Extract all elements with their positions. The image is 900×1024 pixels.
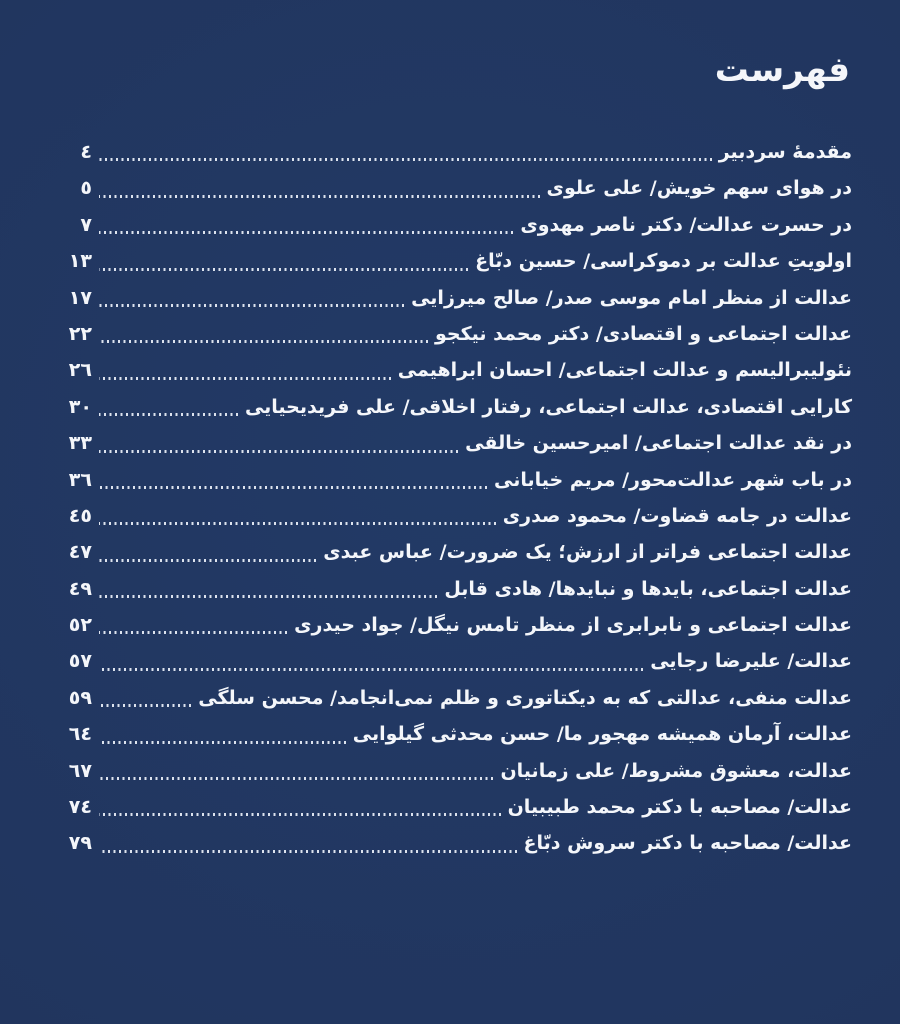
toc-entry-page: ٦٤ [68,723,92,746]
toc-entry-title: عدالت، معشوق مشروط/ علی زمانیان [500,759,852,782]
toc-row [62,316,852,352]
toc-row [62,571,852,607]
toc-row [62,425,852,461]
toc-entry-title: عدالت اجتماعی، بایدها و نبایدها/ هادی قابل [444,577,852,600]
dotted-leader [99,631,287,634]
dotted-leader [99,595,437,598]
toc-entry-page: ٤٩ [68,577,92,600]
toc-entry-title: عدالت از منظر امام موسی صدر/ صالح میرزایی [411,286,852,309]
dotted-leader [99,522,496,525]
toc-entry-title: عدالت منفی، عدالتی که به دیکتاتوری و ظلم نمی‌انجامد/ محسن سلگی [198,686,852,709]
toc-entry-title: عدالت اجتماعی و اقتصادی/ دکتر محمد نیکجو [434,322,852,345]
toc-entry-page: ٤ [80,141,92,163]
dotted-leader [99,777,493,780]
dotted-leader [99,268,468,271]
toc-entry-page: ٣٠ [68,395,92,418]
toc-entry-title: عدالت/ مصاحبه با دکتر محمد طبیبیان [507,796,852,819]
toc-entry-page: ٢٢ [68,322,92,345]
toc-entry-title: عدالت در جامه قضاوت/ محمود صدری [502,504,852,527]
toc-entry-page: ٣٣ [68,432,92,455]
toc-entry-title: نئولیبرالیسم و عدالت اجتماعی/ احسان ابراهیمی [397,359,852,382]
toc-entry-page: ٢٦ [68,359,92,382]
toc-entry-page: ٥ [80,177,92,200]
toc-entry-page: ٤٧ [68,541,92,564]
toc-entry-title: عدالت/ علیرضا رجایی [650,650,852,673]
dotted-leader [99,704,191,707]
toc-entry-page: ١٣ [68,250,92,273]
toc-entry-title: عدالت اجتماعی و نابرابری از منظر تامس نیگل/ جواد حیدری [294,614,852,637]
dotted-leader [99,340,428,343]
dotted-leader [99,741,346,744]
toc-entry-page: ١٧ [68,286,92,309]
toc-entry-page: ٦٧ [68,759,92,782]
toc-entry-page: ٣٦ [68,468,92,491]
toc-entry-page: ٧٩ [68,832,92,855]
toc-row [62,134,852,170]
toc-entry-page: ٧ [80,213,92,236]
dotted-leader [99,304,404,307]
toc-entry-page: ٧٤ [68,796,92,819]
toc-entry-page: ٥٩ [68,686,92,709]
toc-row [62,170,852,206]
toc-row [62,462,852,498]
page-title: فهرست [714,50,850,90]
toc-row [62,825,852,861]
dotted-leader [99,195,540,198]
toc-row [62,534,852,570]
toc-entry-title: در باب شهر عدالت‌محور/ مریم خیابانی [494,468,852,491]
dotted-leader [99,486,487,489]
toc-entry-title: کارایی اقتصادی، عدالت اجتماعی، رفتار اخلاقی/ علی فریدیحیایی [244,395,852,418]
toc-entry-page: ٥٧ [68,650,92,673]
toc-row [62,716,852,752]
toc-entry-page: ٥٢ [68,614,92,637]
toc-entry-page: ٤٥ [68,504,92,527]
toc-entry-title: مقدمهٔ سردبیر [718,141,852,163]
toc-list [62,134,852,862]
toc-row [62,680,852,716]
toc-row [62,243,852,279]
toc-row [62,389,852,425]
toc-row [62,643,852,679]
dotted-leader [99,450,458,453]
toc-entry-title: عدالت، آرمان همیشه مهجور ما/ حسن محدثی گیلوایی [352,723,852,746]
toc-row [62,607,852,643]
toc-entry-title: در هوای سهم خویش/ علی علوی [546,177,852,200]
toc-row [62,498,852,534]
dotted-leader [99,231,513,234]
toc-row [62,352,852,388]
dotted-leader [99,559,316,562]
dotted-leader [99,413,238,416]
toc-entry-title: عدالت/ مصاحبه با دکتر سروش دبّاغ [523,832,852,855]
toc-entry-title: در نقد عدالت اجتماعی/ امیرحسین خالقی [465,432,852,455]
dotted-leader [99,668,643,671]
toc-entry-title: عدالت اجتماعی فراتر از ارزش؛ یک ضرورت/ عباس عبدی [323,541,852,564]
toc-row [62,789,852,825]
dotted-leader [99,850,517,853]
dotted-leader [99,813,501,816]
dotted-leader [99,377,391,380]
toc-entry-title: اولویتِ عدالت بر دموکراسی/ حسین دبّاغ [475,250,852,273]
toc-row [62,207,852,243]
dotted-leader [99,158,712,161]
toc-row [62,753,852,789]
toc-row [62,280,852,316]
toc-entry-title: در حسرت عدالت/ دکتر ناصر مهدوی [520,213,852,236]
